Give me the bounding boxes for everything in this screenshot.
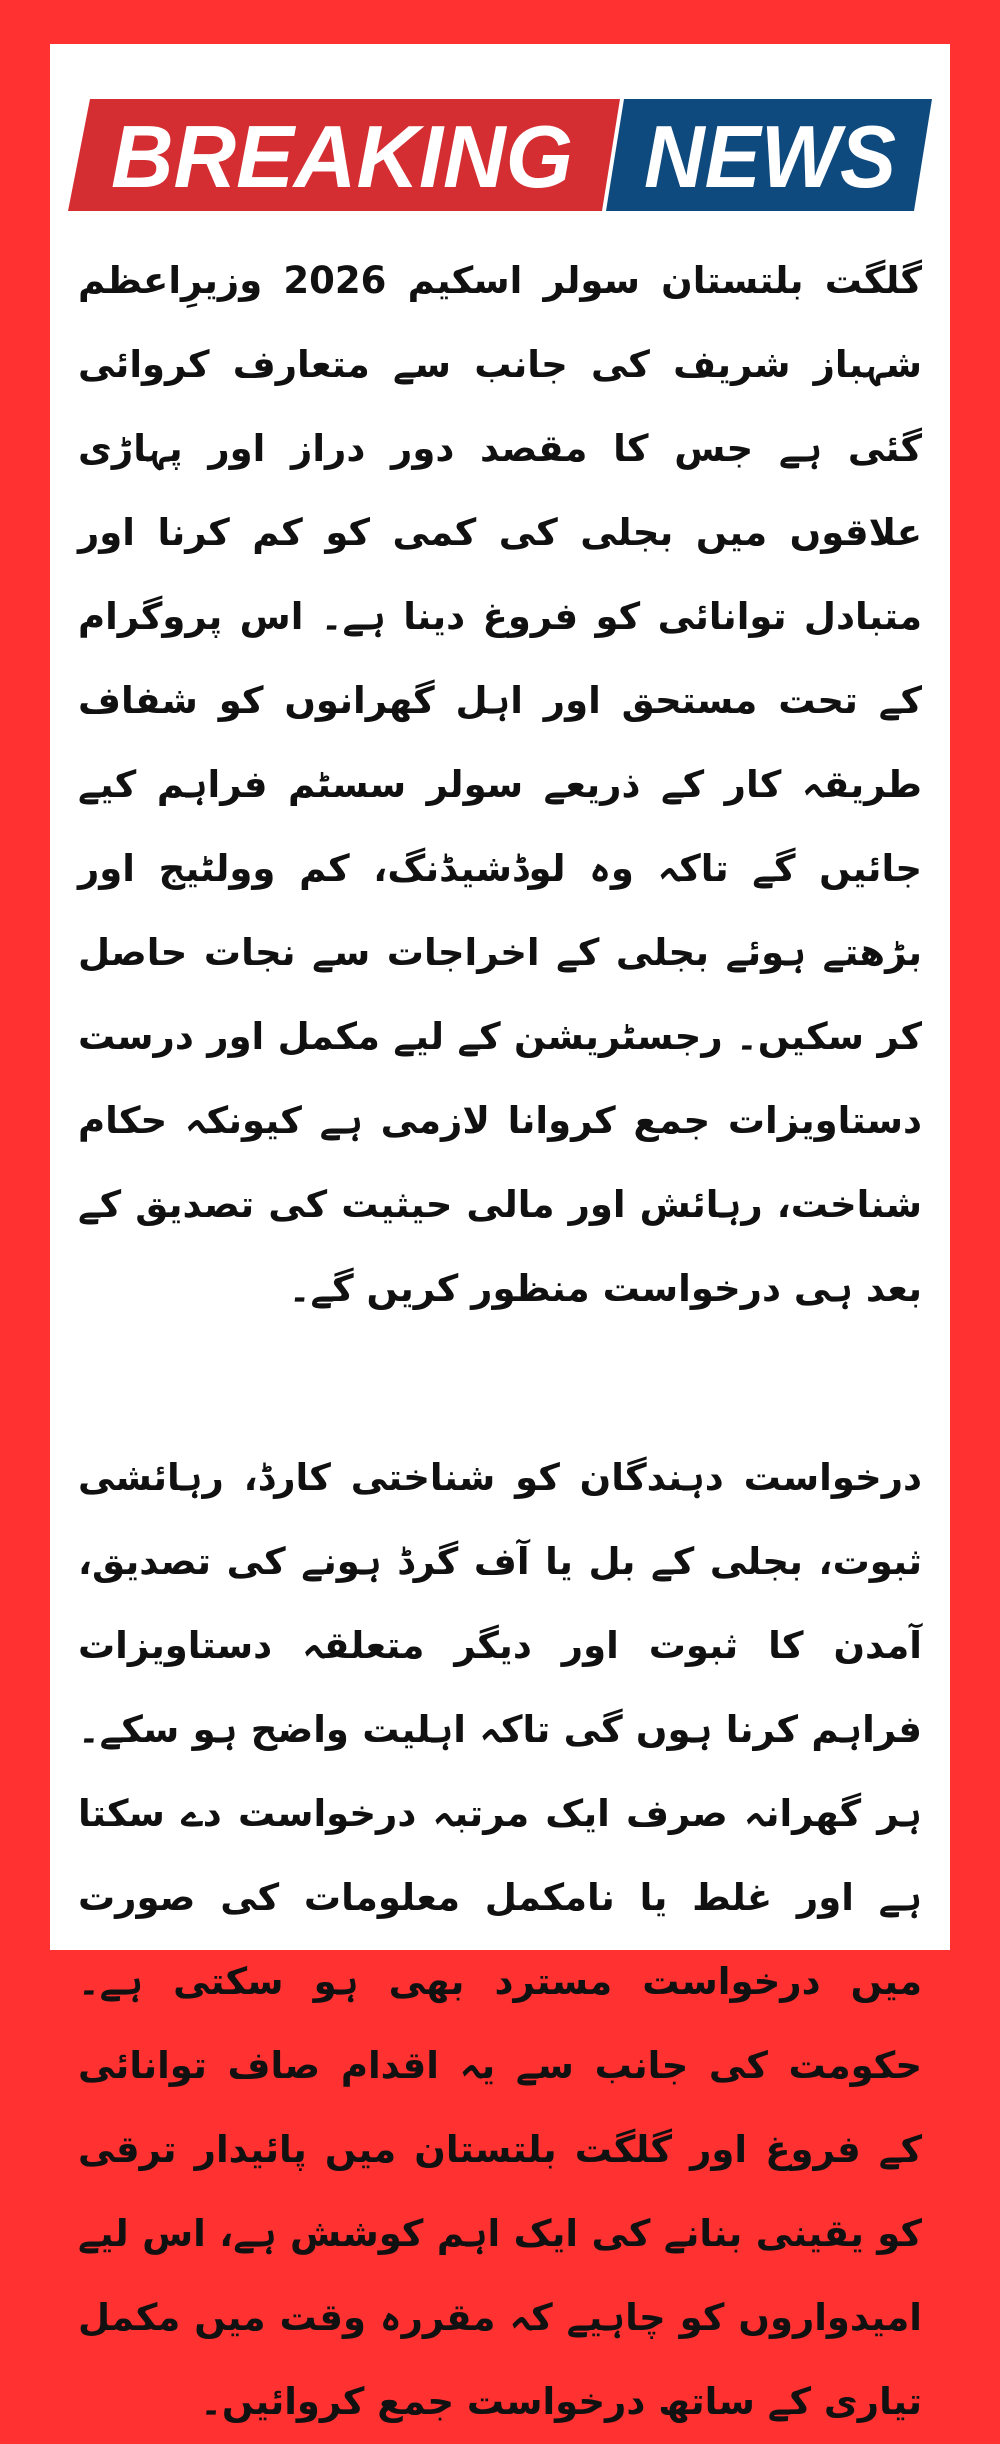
banner-graphic xyxy=(68,99,932,211)
breaking-news-banner xyxy=(68,99,932,211)
article-body xyxy=(78,239,922,2444)
article-paragraph-1: گلگت بلتستان سولر اسکیم 2026 وزیرِاعظم شہباز شریف کی جانب سے متعارف کروائی گئی ہے جس کا مقصد دور دراز اور پہاڑی علاقوں میں بجلی کی کمی کو کم کرنا اور متبادل توانائی کو فروغ دینا ہے۔ اس پروگرام کے تحت مستحق اور اہل گھرانوں کو شفاف طریقہ کار کے ذریعے سولر سسٹم فراہم کیے جائیں گے تاکہ وہ لوڈشیڈنگ، کم وولٹیج اور بڑھتے ہوئے بجلی کے اخراجات سے نجات حاصل کر سکیں۔ رجسٹریشن کے لیے مکمل اور درست دستاویزات جمع کروانا لازمی ہے کیونکہ حکام شناخت، رہائش اور مالی حیثیت کی تصدیق کے بعد ہی درخواست منظور کریں گے۔ xyxy=(78,259,922,1310)
news-card xyxy=(50,44,950,2423)
banner-word-news: NEWS xyxy=(644,107,896,206)
article-paragraph-2: درخواست دہندگان کو شناختی کارڈ، رہائشی ثبوت، بجلی کے بل یا آف گرڈ ہونے کی تصدیق، آمدن کا ثبوت اور دیگر متعلقہ دستاویزات فراہم کرنا ہوں گی تاکہ اہلیت واضح ہو سکے۔ ہر گھرانہ صرف ایک مرتبہ درخواست دے سکتا ہے اور غلط یا نامکمل معلومات کی صورت میں درخواست مسترد بھی ہو سکتی ہے۔ حکومت کی جانب سے یہ اقدام صاف توانائی کے فروغ اور گلگت بلتستان میں پائیدار ترقی کو یقینی بنانے کی ایک اہم کوشش ہے، اس لیے امیدواروں کو چاہیے کہ مقررہ وقت میں مکمل تیاری کے ساتھ درخواست جمع کروائیں۔ xyxy=(78,1456,922,2423)
banner-word-breaking: BREAKING xyxy=(111,107,573,206)
